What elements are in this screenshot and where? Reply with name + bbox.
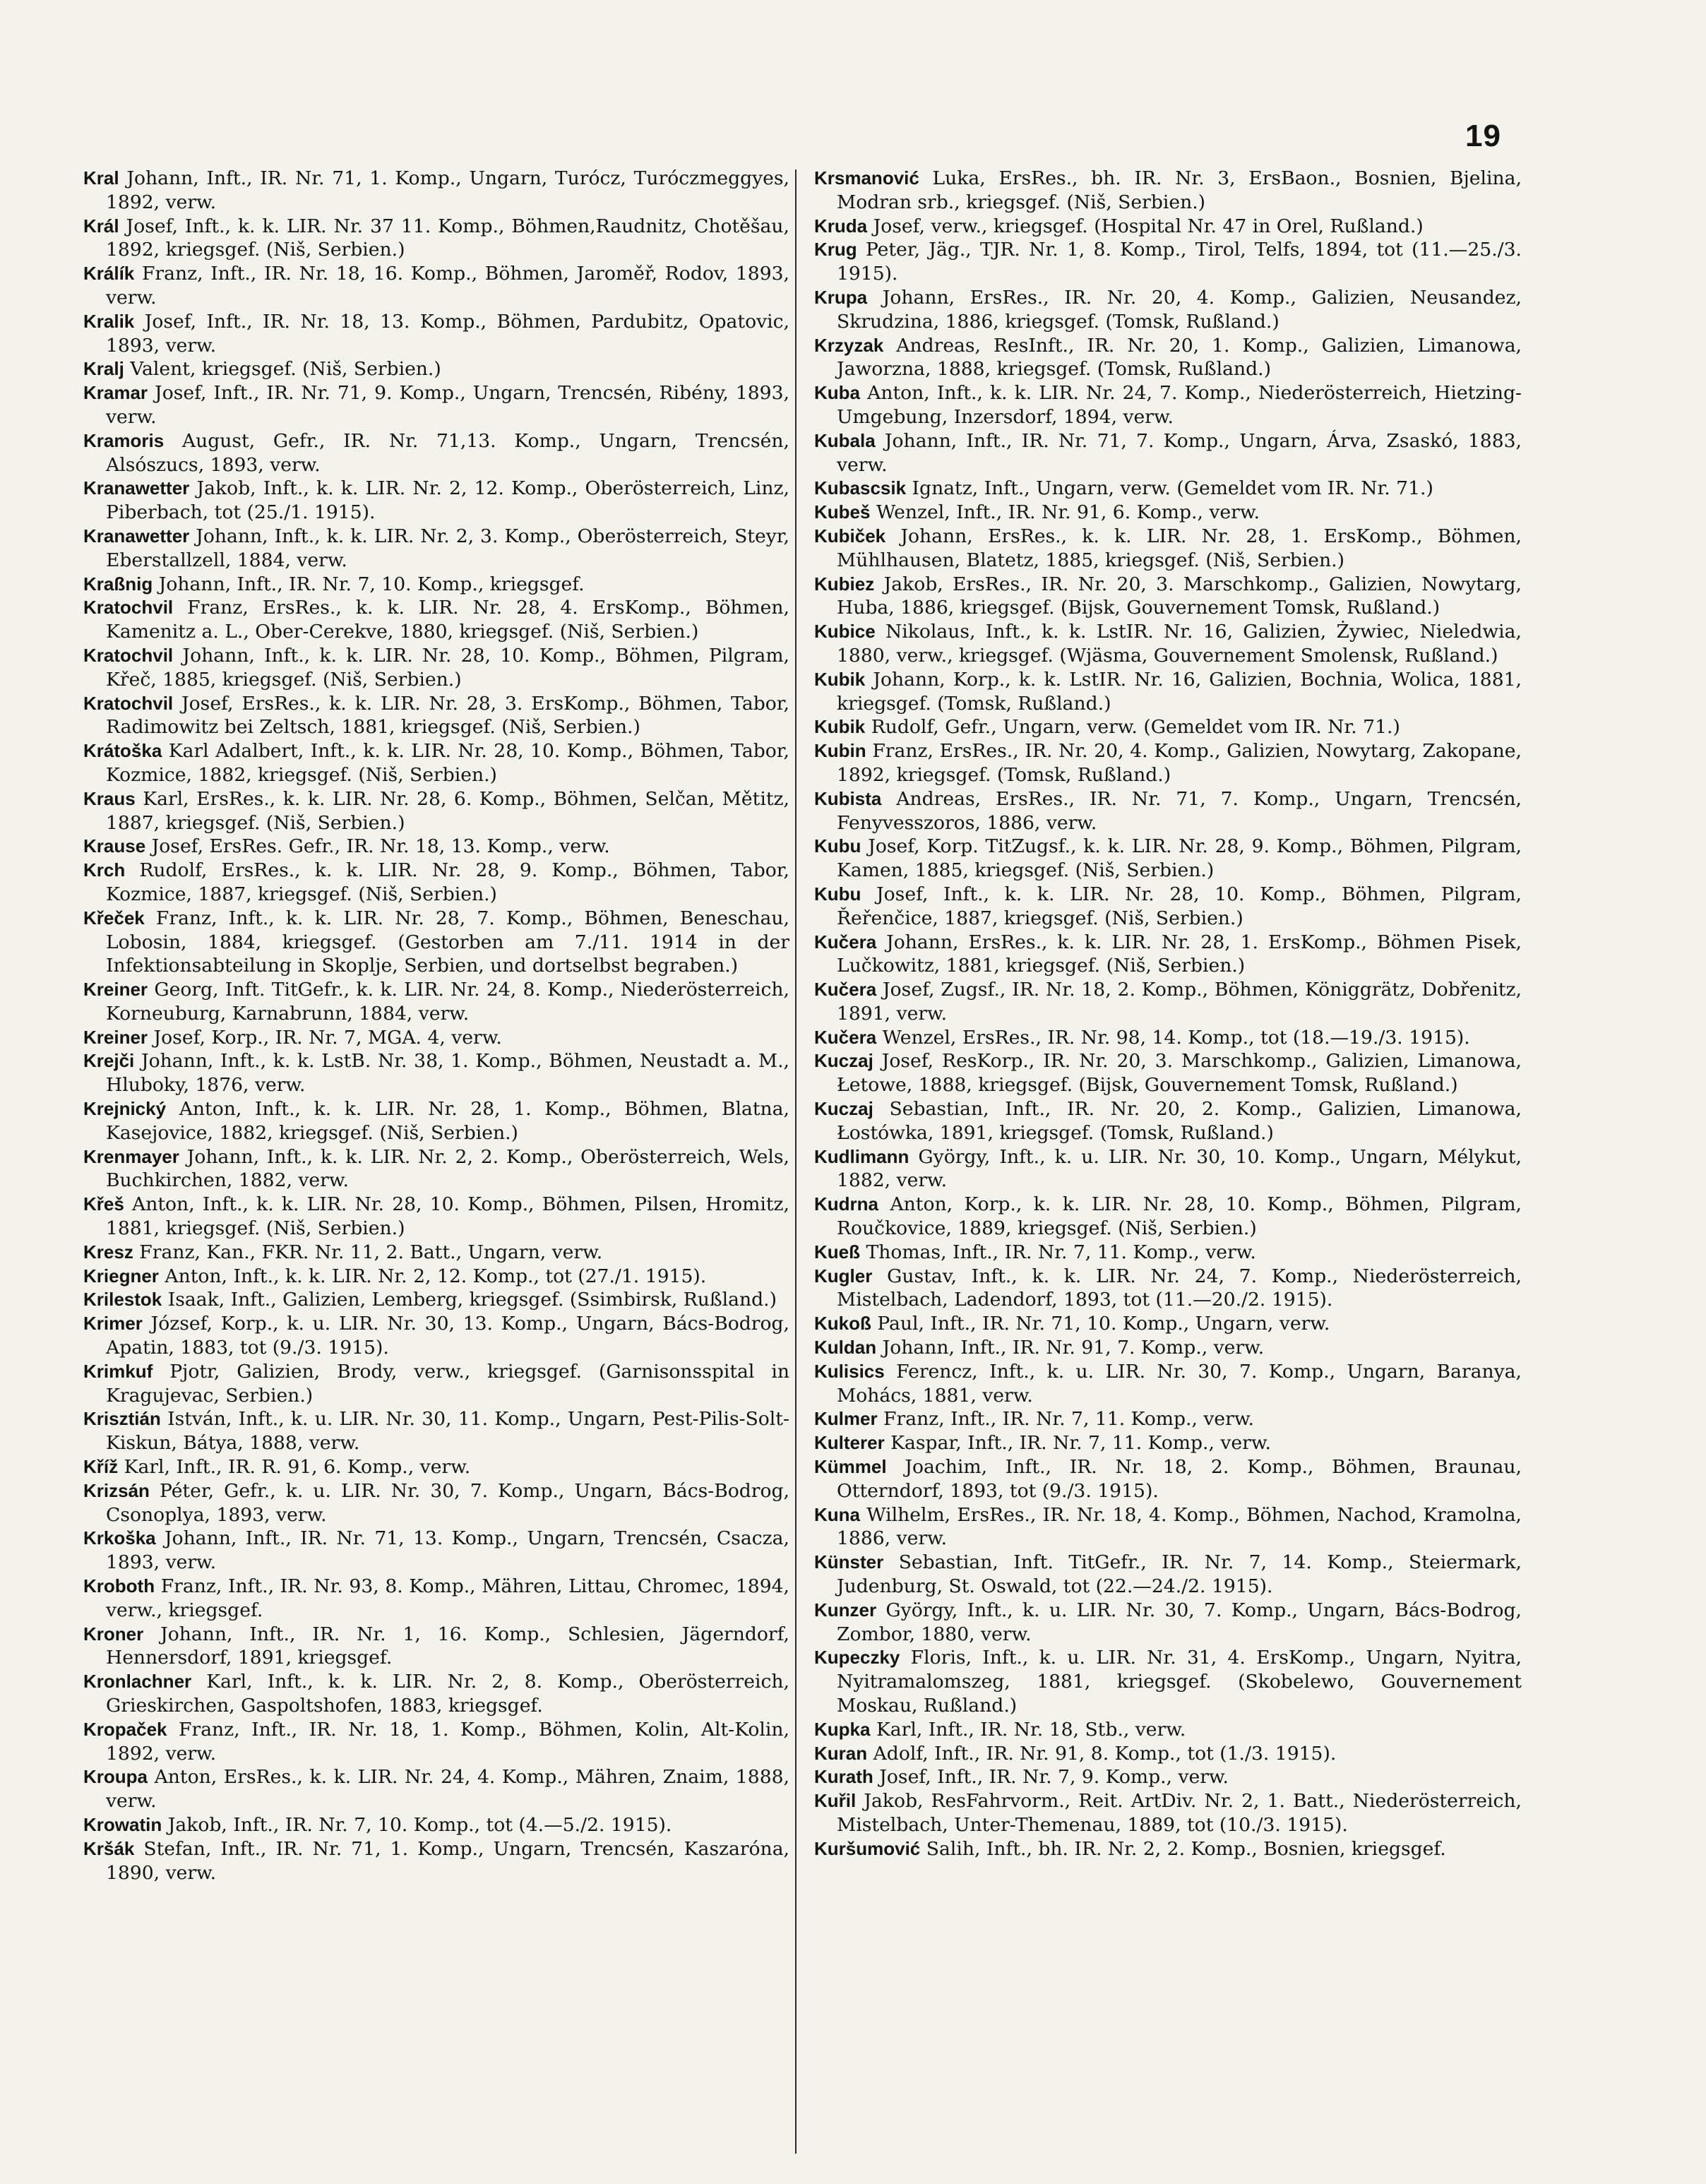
entry-surname: Kříž bbox=[83, 1456, 119, 1478]
list-item bbox=[83, 1623, 789, 1671]
entry-surname: Kratochvil bbox=[83, 644, 174, 666]
list-item bbox=[83, 1765, 789, 1813]
entry-details: Franz, Inft., IR. Nr. 7, 11. Komp., verw. bbox=[883, 1408, 1254, 1431]
entry-details: Josef, Inft., IR. Nr. 7, 9. Komp., verw. bbox=[879, 1766, 1229, 1789]
list-item bbox=[83, 596, 789, 644]
entry-surname: Král bbox=[83, 215, 119, 237]
entry-surname: Kulmer bbox=[814, 1408, 878, 1430]
list-item bbox=[83, 1312, 789, 1360]
entry-details: György, Inft., k. u. LIR. Nr. 30, 7. Komp., Ungarn, Bács-Bodrog, Zombor, 1880, verw. bbox=[837, 1599, 1522, 1645]
entry-details: Josef, Korp., IR. Nr. 7, MGA. 4, verw. bbox=[153, 1026, 502, 1049]
right-column bbox=[814, 167, 1522, 1861]
entry-surname: Křeš bbox=[83, 1193, 124, 1215]
entry-details: Karl Adalbert, Inft., k. k. LIR. Nr. 28, 10. Komp., Böhmen, Tabor, Kozmice, 1882, kriegsgef. (Niš, Serbien.) bbox=[106, 740, 789, 786]
list-item bbox=[814, 883, 1522, 931]
entry-details: Johann, Inft., IR. Nr. 71, 13. Komp., Ungarn, Trencsén, Csacza, 1893, verw. bbox=[106, 1527, 789, 1574]
entry-surname: Kučera bbox=[814, 979, 877, 1001]
entry-surname: Kučera bbox=[814, 931, 877, 953]
entry-surname: Krzyzak bbox=[814, 334, 884, 356]
entry-details: Johann, Inft., IR. Nr. 91, 7. Komp., verw. bbox=[882, 1337, 1265, 1359]
list-item bbox=[814, 381, 1522, 429]
entry-surname: Kreiner bbox=[83, 1026, 148, 1048]
list-item bbox=[814, 501, 1522, 525]
list-item bbox=[814, 787, 1522, 835]
list-item bbox=[814, 1336, 1522, 1360]
list-item bbox=[814, 1551, 1522, 1599]
list-item bbox=[83, 859, 789, 907]
entry-surname: Kubik bbox=[814, 668, 866, 690]
list-item bbox=[814, 1765, 1522, 1789]
entry-details: Johann, Korp., k. k. LstIR. Nr. 16, Galizien, Bochnia, Wolica, 1881, kriegsgef. (Tomsk, Rußland.) bbox=[837, 668, 1522, 715]
list-item bbox=[814, 835, 1522, 883]
entry-details: Rudolf, Gefr., Ungarn, verw. (Gemeldet vom IR. Nr. 71.) bbox=[871, 716, 1400, 739]
entry-details: Wenzel, ErsRes., IR. Nr. 98, 14. Komp., tot (18.—19./3. 1915). bbox=[882, 1026, 1470, 1049]
entry-surname: Kulterer bbox=[814, 1432, 885, 1454]
entry-details: Andreas, ErsRes., IR. Nr. 71, 7. Komp., Ungarn, Trencsén, Fenyvesszoros, 1886, verw. bbox=[837, 787, 1522, 834]
list-item bbox=[83, 381, 789, 429]
entry-surname: Kubice bbox=[814, 621, 876, 643]
entry-surname: Krejnický bbox=[83, 1098, 167, 1120]
entry-surname: Krejči bbox=[83, 1050, 135, 1072]
entry-surname: Krilestok bbox=[83, 1289, 162, 1311]
entry-surname: Kraßnig bbox=[83, 573, 153, 595]
entry-details: Nikolaus, Inft., k. k. LstIR. Nr. 16, Galizien, Żywiec, Nieledwia, 1880, verw., kriegsgef. (Wjäsma, Gouvernement Smolensk, Rußland.) bbox=[837, 621, 1522, 667]
entry-surname: Kudlimann bbox=[814, 1145, 909, 1167]
list-item bbox=[814, 1097, 1522, 1145]
entry-surname: Kralik bbox=[83, 310, 135, 332]
entry-details: Josef, ResKorp., IR. Nr. 20, 3. Marschkomp., Galizien, Limanowa, Łetowe, 1888, kriegsgef. (Bijsk, Gouvernement Tomsk, Rußland.) bbox=[837, 1050, 1522, 1097]
entry-surname: Kuršumović bbox=[814, 1837, 921, 1859]
list-item bbox=[83, 1241, 789, 1265]
list-item bbox=[814, 286, 1522, 334]
list-item bbox=[83, 573, 789, 597]
list-item bbox=[83, 1360, 789, 1408]
list-item bbox=[83, 787, 789, 835]
list-item bbox=[83, 739, 789, 787]
entry-surname: Kropaček bbox=[83, 1718, 167, 1740]
list-item bbox=[814, 429, 1522, 477]
entry-surname: Kubiček bbox=[814, 525, 886, 547]
list-item bbox=[814, 167, 1522, 215]
entry-surname: Krch bbox=[83, 859, 126, 881]
entry-surname: Krkoška bbox=[83, 1527, 156, 1549]
entry-details: Johann, Inft., k. k. LIR. Nr. 2, 3. Komp., Oberösterreich, Steyr, Eberstallzell, 1884, verw. bbox=[106, 525, 789, 571]
list-item bbox=[814, 1742, 1522, 1766]
list-item bbox=[814, 1503, 1522, 1551]
entry-surname: Kubeš bbox=[814, 501, 871, 523]
entry-details: Jakob, ErsRes., IR. Nr. 20, 3. Marschkomp., Galizien, Nowytarg, Huba, 1886, kriegsgef. (Bijsk, Gouvernement Tomsk, Rußland.) bbox=[837, 573, 1522, 619]
entry-details: Johann, Inft., k. k. LIR. Nr. 2, 2. Komp., Oberösterreich, Wels, Buchkirchen, 1882, verw. bbox=[106, 1145, 789, 1192]
list-item bbox=[814, 1312, 1522, 1336]
entry-details: Anton, Inft., k. k. LIR. Nr. 28, 1. Komp., Böhmen, Blatna, Kasejovice, 1882, kriegsgef. (Niš, Serbien.) bbox=[106, 1098, 789, 1144]
list-item bbox=[83, 1479, 789, 1527]
entry-details: József, Korp., k. u. LIR. Nr. 30, 13. Komp., Ungarn, Bács-Bodrog, Apatin, 1883, tot (9./3. 1915). bbox=[106, 1313, 789, 1359]
entry-details: Franz, Inft., k. k. LIR. Nr. 28, 7. Komp., Böhmen, Beneschau, Lobosin, 1884, kriegsgef. (Gestorben am 7./11. 1914 in der Infektionsabteilung in Skoplje, Serbien, und dortselbst begraben.) bbox=[106, 907, 789, 977]
entry-surname: Králík bbox=[83, 263, 135, 285]
entry-surname: Kratochvil bbox=[83, 692, 174, 714]
entry-surname: Kučera bbox=[814, 1026, 877, 1048]
list-item bbox=[814, 668, 1522, 716]
list-item bbox=[814, 1599, 1522, 1647]
entry-details: György, Inft., k. u. LIR. Nr. 30, 10. Komp., Ungarn, Mélykut, 1882, verw. bbox=[837, 1145, 1522, 1192]
entry-details: Karl, Inft., k. k. LIR. Nr. 2, 8. Komp., Oberösterreich, Grieskirchen, Gaspoltshofen, 1883, kriegsgef. bbox=[106, 1671, 789, 1717]
page-number: 19 bbox=[1465, 119, 1501, 153]
list-item bbox=[814, 215, 1522, 239]
entry-surname: Kronlachner bbox=[83, 1671, 192, 1693]
entry-details: Franz, ErsRes., k. k. LIR. Nr. 28, 4. ErsKomp., Böhmen, Kamenitz a. L., Ober-Cerekve, 1880, kriegsgef. (Niš, Serbien.) bbox=[106, 597, 789, 643]
entry-surname: Kubista bbox=[814, 787, 882, 809]
entry-details: Josef, ErsRes. Gefr., IR. Nr. 18, 13. Komp., verw. bbox=[151, 835, 610, 858]
entry-details: Johann, ErsRes., k. k. LIR. Nr. 28, 1. ErsKomp., Böhmen Pisek, Lučkowitz, 1881, kriegsgef. (Niš, Serbien.) bbox=[837, 931, 1522, 977]
entry-surname: Kraus bbox=[83, 787, 136, 809]
entry-surname: Kralj bbox=[83, 358, 124, 380]
entry-details: Josef, Inft., IR. Nr. 18, 13. Komp., Böhmen, Pardubitz, Opatovic, 1893, verw. bbox=[106, 310, 789, 357]
list-item bbox=[814, 739, 1522, 787]
entry-details: Kaspar, Inft., IR. Nr. 7, 11. Komp., verw. bbox=[890, 1432, 1271, 1455]
entry-details: Johann, Inft., IR. Nr. 71, 7. Komp., Ungarn, Árva, Zsaskó, 1883, verw. bbox=[837, 429, 1522, 476]
entry-details: Josef, Inft., k. k. LIR. Nr. 37 11. Komp., Böhmen,Raudnitz, Chotěšau, 1892, kriegsgef. (Niš, Serbien.) bbox=[106, 215, 789, 261]
entry-details: Stefan, Inft., IR. Nr. 71, 1. Komp., Ungarn, Trencsén, Kaszaróna, 1890, verw. bbox=[106, 1837, 789, 1884]
entry-surname: Kršák bbox=[83, 1837, 135, 1859]
entry-details: Johann, Inft., IR. Nr. 7, 10. Komp., kriegsgef. bbox=[158, 573, 585, 595]
entry-details: Joachim, Inft., IR. Nr. 18, 2. Komp., Böhmen, Braunau, Otterndorf, 1893, tot (9./3. 1915). bbox=[837, 1456, 1522, 1502]
entry-details: Valent, kriegsgef. (Niš, Serbien.) bbox=[130, 358, 441, 381]
entry-surname: Kratochvil bbox=[83, 597, 174, 619]
entry-surname: Krimkuf bbox=[83, 1360, 153, 1382]
entry-surname: Kroner bbox=[83, 1623, 144, 1645]
entry-surname: Kubu bbox=[814, 835, 861, 857]
list-item bbox=[83, 1813, 789, 1837]
entry-surname: Krisztián bbox=[83, 1408, 161, 1430]
list-item bbox=[814, 1646, 1522, 1717]
entry-surname: Kuba bbox=[814, 382, 860, 404]
list-item bbox=[814, 1431, 1522, 1455]
entry-surname: Křeček bbox=[83, 907, 145, 929]
list-item bbox=[814, 525, 1522, 573]
entry-details: Sebastian, Inft. TitGefr., IR. Nr. 7, 14. Komp., Steiermark, Judenburg, St. Oswald, tot (22.—24./2. 1915). bbox=[837, 1551, 1522, 1598]
list-item bbox=[83, 1718, 789, 1766]
list-item bbox=[814, 1360, 1522, 1408]
column-divider bbox=[795, 169, 797, 2154]
list-item bbox=[83, 1265, 789, 1289]
entry-details: Franz, Inft., IR. Nr. 93, 8. Komp., Mähren, Littau, Chromec, 1894, verw., kriegsgef. bbox=[106, 1575, 789, 1621]
entry-details: Adolf, Inft., IR. Nr. 91, 8. Komp., tot (1./3. 1915). bbox=[873, 1742, 1337, 1765]
list-item bbox=[83, 978, 789, 1026]
entry-surname: Kulisics bbox=[814, 1360, 885, 1382]
entry-details: Jakob, ResFahrvorm., Reit. ArtDiv. Nr. 2, 1. Batt., Niederösterreich, Mistelbach, Unter-Themenau, 1889, tot (10./3. 1915). bbox=[837, 1790, 1522, 1836]
entry-surname: Kramar bbox=[83, 382, 148, 404]
list-item bbox=[83, 1193, 789, 1241]
entry-details: Sebastian, Inft., IR. Nr. 20, 2. Komp., Galizien, Limanowa, Łostówka, 1891, kriegsgef. (Tomsk, Rußland.) bbox=[837, 1098, 1522, 1144]
entry-surname: Kranawetter bbox=[83, 525, 190, 547]
list-item bbox=[814, 931, 1522, 979]
list-item bbox=[83, 907, 789, 978]
entry-details: István, Inft., k. u. LIR. Nr. 30, 11. Komp., Ungarn, Pest-Pilis-Solt-Kiskun, Bátya, 1888, verw. bbox=[106, 1408, 789, 1455]
entry-details: Josef, Inft., k. k. LIR. Nr. 28, 10. Komp., Böhmen, Pilgram, Řeřenčice, 1887, kriegsgef. (Niš, Serbien.) bbox=[837, 883, 1522, 929]
list-item bbox=[814, 978, 1522, 1026]
entry-details: Josef, Zugsf., IR. Nr. 18, 2. Komp., Böhmen, Königgrätz, Dobřenitz, 1891, verw. bbox=[837, 979, 1522, 1025]
entry-surname: Kukoß bbox=[814, 1313, 871, 1335]
list-item bbox=[83, 835, 789, 859]
entry-surname: Kruda bbox=[814, 215, 868, 237]
entry-details: Karl, Inft., IR. Nr. 18, Stb., verw. bbox=[876, 1718, 1186, 1741]
entry-surname: Kuldan bbox=[814, 1337, 877, 1359]
entry-details: Isaak, Inft., Galizien, Lemberg, kriegsgef. (Ssimbirsk, Rußland.) bbox=[167, 1289, 777, 1311]
list-item bbox=[814, 1789, 1522, 1837]
entry-details: Franz, Inft., IR. Nr. 18, 1. Komp., Böhmen, Kolin, Alt-Kolin, 1892, verw. bbox=[106, 1718, 789, 1765]
entry-details: Jakob, Inft., k. k. LIR. Nr. 2, 12. Komp., Oberösterreich, Linz, Piberbach, tot (25./1. 1915). bbox=[106, 477, 789, 524]
entry-surname: Krug bbox=[814, 239, 857, 261]
entry-surname: Kuran bbox=[814, 1742, 868, 1764]
entry-surname: Kurath bbox=[814, 1766, 873, 1788]
entry-surname: Krenmayer bbox=[83, 1145, 179, 1167]
list-item bbox=[83, 167, 789, 215]
entry-details: Johann, Inft., k. k. LIR. Nr. 28, 10. Komp., Böhmen, Pilgram, Křeč, 1885, kriegsgef. (Niš, Serbien.) bbox=[106, 644, 789, 691]
entry-surname: Kranawetter bbox=[83, 477, 190, 499]
list-item bbox=[83, 644, 789, 692]
entry-details: Johann, ErsRes., IR. Nr. 20, 4. Komp., Galizien, Neusandez, Skrudzina, 1886, kriegsgef. (Tomsk, Rußland.) bbox=[837, 286, 1522, 333]
entry-details: Wilhelm, ErsRes., IR. Nr. 18, 4. Komp., Böhmen, Nachod, Kramolna, 1886, verw. bbox=[837, 1503, 1522, 1550]
entry-details: Johann, Inft., k. k. LstB. Nr. 38, 1. Komp., Böhmen, Neustadt a. M., Hluboky, 1876, verw. bbox=[106, 1050, 789, 1097]
list-item bbox=[83, 1049, 789, 1097]
entry-surname: Kuna bbox=[814, 1503, 860, 1525]
entry-details: Johann, Inft., IR. Nr. 71, 1. Komp., Ungarn, Turócz, Turóczmeggyes, 1892, verw. bbox=[106, 167, 789, 213]
entry-details: Salih, Inft., bh. IR. Nr. 2, 2. Komp., Bosnien, kriegsgef. bbox=[926, 1837, 1446, 1860]
entry-surname: Kroboth bbox=[83, 1575, 155, 1597]
entry-surname: Kueß bbox=[814, 1241, 860, 1263]
entry-details: Josef, ErsRes., k. k. LIR. Nr. 28, 3. ErsKomp., Böhmen, Tabor, Radimowitz bei Zeltsch, 1881, kriegsgef. (Niš, Serbien.) bbox=[106, 692, 789, 739]
entry-surname: Kubin bbox=[814, 740, 866, 762]
entry-details: Anton, Inft., k. k. LIR. Nr. 2, 12. Komp., tot (27./1. 1915). bbox=[165, 1265, 707, 1287]
list-item bbox=[814, 1193, 1522, 1241]
entry-details: Péter, Gefr., k. u. LIR. Nr. 30, 7. Komp., Ungarn, Bács-Bodrog, Csonoplya, 1893, verw. bbox=[106, 1479, 789, 1526]
entry-surname: Kriegner bbox=[83, 1265, 159, 1287]
entry-details: Franz, Kan., FKR. Nr. 11, 2. Batt., Ungarn, verw. bbox=[139, 1241, 603, 1263]
entry-details: Anton, ErsRes., k. k. LIR. Nr. 24, 4. Komp., Mähren, Znaim, 1888, verw. bbox=[106, 1766, 789, 1813]
list-item bbox=[83, 525, 789, 573]
entry-details: Johann, ErsRes., k. k. LIR. Nr. 28, 1. ErsKomp., Böhmen, Mühlhausen, Blatetz, 1885, kriegsgef. (Niš, Serbien.) bbox=[837, 525, 1522, 571]
entry-details: Rudolf, ErsRes., k. k. LIR. Nr. 28, 9. Komp., Böhmen, Tabor, Kozmice, 1887, kriegsgef. (Niš, Serbien.) bbox=[106, 859, 789, 905]
entry-details: Karl, Inft., IR. R. 91, 6. Komp., verw. bbox=[124, 1456, 471, 1479]
entry-details: Josef, Korp. TitZugsf., k. k. LIR. Nr. 28, 9. Komp., Böhmen, Pilgram, Kamen, 1885, kriegsgef. (Niš, Serbien.) bbox=[837, 835, 1522, 882]
entry-details: Josef, verw., kriegsgef. (Hospital Nr. 47 in Orel, Rußland.) bbox=[873, 215, 1424, 237]
list-item bbox=[814, 477, 1522, 501]
entry-details: Anton, Korp., k. k. LIR. Nr. 28, 10. Komp., Böhmen, Pilgram, Roučkovice, 1889, kriegsgef. (Niš, Serbien.) bbox=[837, 1193, 1522, 1240]
list-item bbox=[83, 1670, 789, 1718]
entry-details: Josef, Inft., IR. Nr. 71, 9. Komp., Ungarn, Trencsén, Ribény, 1893, verw. bbox=[106, 382, 789, 428]
list-item bbox=[814, 1837, 1522, 1861]
entry-surname: Kuczaj bbox=[814, 1098, 873, 1120]
entry-surname: Kunzer bbox=[814, 1599, 877, 1621]
list-item bbox=[83, 1288, 789, 1312]
entry-details: Franz, ErsRes., IR. Nr. 20, 4. Komp., Galizien, Nowytarg, Zakopane, 1892, kriegsgef. (Tomsk, Rußland.) bbox=[837, 740, 1522, 786]
entry-surname: Künster bbox=[814, 1551, 884, 1573]
entry-surname: Krowatin bbox=[83, 1813, 162, 1835]
list-item bbox=[814, 1049, 1522, 1097]
list-item bbox=[814, 1407, 1522, 1431]
list-item bbox=[814, 573, 1522, 621]
list-item bbox=[83, 1575, 789, 1623]
entry-surname: Krause bbox=[83, 835, 146, 857]
entry-surname: Kubiez bbox=[814, 573, 875, 595]
entry-surname: Krizsán bbox=[83, 1479, 150, 1501]
entry-surname: Kresz bbox=[83, 1241, 133, 1263]
entry-surname: Kubascsik bbox=[814, 477, 907, 499]
entry-surname: Krupa bbox=[814, 286, 868, 308]
list-item bbox=[814, 1241, 1522, 1265]
entry-details: Wenzel, Inft., IR. Nr. 91, 6. Komp., verw. bbox=[876, 501, 1260, 524]
left-column bbox=[83, 167, 789, 1885]
entry-details: Pjotr, Galizien, Brody, verw., kriegsgef. (Garnisonsspital in Kragujevac, Serbien.) bbox=[106, 1360, 789, 1407]
entry-details: Franz, Inft., IR. Nr. 18, 16. Komp., Böhmen, Jaroměř, Rodov, 1893, verw. bbox=[106, 263, 789, 309]
list-item bbox=[83, 477, 789, 525]
entry-surname: Krimer bbox=[83, 1313, 143, 1335]
list-item bbox=[814, 1718, 1522, 1742]
list-item bbox=[814, 1145, 1522, 1193]
list-item bbox=[83, 1097, 789, 1145]
list-item bbox=[83, 1455, 789, 1479]
list-item bbox=[83, 215, 789, 263]
entry-details: Johann, Inft., IR. Nr. 1, 16. Komp., Schlesien, Jägerndorf, Hennersdorf, 1891, kriegsgef. bbox=[106, 1623, 789, 1669]
entry-surname: Kümmel bbox=[814, 1456, 887, 1478]
entry-surname: Kramoris bbox=[83, 429, 165, 451]
entry-surname: Kupeczky bbox=[814, 1647, 900, 1669]
list-item bbox=[83, 429, 789, 477]
entry-surname: Kroupa bbox=[83, 1766, 148, 1788]
list-item bbox=[83, 357, 789, 381]
entry-details: Karl, ErsRes., k. k. LIR. Nr. 28, 6. Komp., Böhmen, Selčan, Mětitz, 1887, kriegsgef. (Niš, Serbien.) bbox=[106, 787, 789, 834]
entry-surname: Kral bbox=[83, 167, 119, 189]
entry-details: Paul, Inft., IR. Nr. 71, 10. Komp., Ungarn, verw. bbox=[877, 1313, 1330, 1335]
entry-surname: Kreiner bbox=[83, 979, 148, 1001]
list-item bbox=[814, 334, 1522, 382]
entry-surname: Krsmanović bbox=[814, 167, 919, 189]
entry-surname: Kupka bbox=[814, 1718, 871, 1740]
entry-details: Luka, ErsRes., bh. IR. Nr. 3, ErsBaon., Bosnien, Bjelina, Modran srb., kriegsgef. (Niš, Serbien.) bbox=[837, 167, 1522, 213]
list-item bbox=[83, 1145, 789, 1193]
list-item bbox=[83, 310, 789, 358]
list-item bbox=[814, 238, 1522, 286]
entry-surname: Krátoška bbox=[83, 740, 162, 762]
list-item bbox=[83, 1407, 789, 1455]
list-item bbox=[814, 620, 1522, 668]
entry-details: Ignatz, Inft., Ungarn, verw. (Gemeldet vom IR. Nr. 71.) bbox=[912, 477, 1433, 500]
entry-details: Floris, Inft., k. u. LIR. Nr. 31, 4. ErsKomp., Ungarn, Nyitra, Nyitramalomszeg, 1881, kriegsgef. (Skobelewo, Gouvernement Moskau, Rußland.) bbox=[837, 1647, 1522, 1717]
entry-details: Andreas, ResInft., IR. Nr. 20, 1. Komp., Galizien, Limanowa, Jaworzna, 1888, kriegsgef. (Tomsk, Rußland.) bbox=[837, 334, 1522, 381]
entry-details: Thomas, Inft., IR. Nr. 7, 11. Komp., verw. bbox=[866, 1241, 1256, 1263]
entry-surname: Kuřil bbox=[814, 1790, 857, 1812]
entry-details: August, Gefr., IR. Nr. 71,13. Komp., Ungarn, Trencsén, Alsószucs, 1893, verw. bbox=[106, 429, 789, 476]
entry-surname: Kubik bbox=[814, 716, 866, 738]
entry-surname: Kubala bbox=[814, 429, 876, 451]
list-item bbox=[83, 262, 789, 310]
entry-details: Georg, Inft. TitGefr., k. k. LIR. Nr. 24, 8. Komp., Niederösterreich, Korneuburg, Karnabrunn, 1884, verw. bbox=[106, 979, 789, 1025]
list-item bbox=[83, 1527, 789, 1575]
list-item bbox=[814, 715, 1522, 739]
entry-details: Ferencz, Inft., k. u. LIR. Nr. 30, 7. Komp., Ungarn, Baranya, Mohács, 1881, verw. bbox=[837, 1360, 1522, 1407]
list-item bbox=[83, 1837, 789, 1885]
entry-details: Anton, Inft., k. k. LIR. Nr. 24, 7. Komp., Niederösterreich, Hietzing-Umgebung, Inzersdorf, 1894, verw. bbox=[837, 382, 1522, 428]
list-item bbox=[814, 1455, 1522, 1503]
entry-surname: Kugler bbox=[814, 1265, 873, 1287]
list-item bbox=[814, 1265, 1522, 1313]
entry-surname: Kudrna bbox=[814, 1193, 878, 1215]
entry-details: Jakob, Inft., IR. Nr. 7, 10. Komp., tot (4.—5./2. 1915). bbox=[167, 1813, 672, 1836]
entry-surname: Kubu bbox=[814, 883, 861, 905]
list-item bbox=[83, 1026, 789, 1050]
entry-surname: Kuczaj bbox=[814, 1050, 873, 1072]
list-item bbox=[814, 1026, 1522, 1050]
entry-details: Gustav, Inft., k. k. LIR. Nr. 24, 7. Komp., Niederösterreich, Mistelbach, Ladendorf, 1893, tot (11.—20./2. 1915). bbox=[837, 1265, 1522, 1311]
entry-details: Anton, Inft., k. k. LIR. Nr. 28, 10. Komp., Böhmen, Pilsen, Hromitz, 1881, kriegsgef. (Niš, Serbien.) bbox=[106, 1193, 789, 1240]
list-item bbox=[83, 692, 789, 740]
entry-details: Peter, Jäg., TJR. Nr. 1, 8. Komp., Tirol, Telfs, 1894, tot (11.—25./3. 1915). bbox=[837, 239, 1522, 285]
